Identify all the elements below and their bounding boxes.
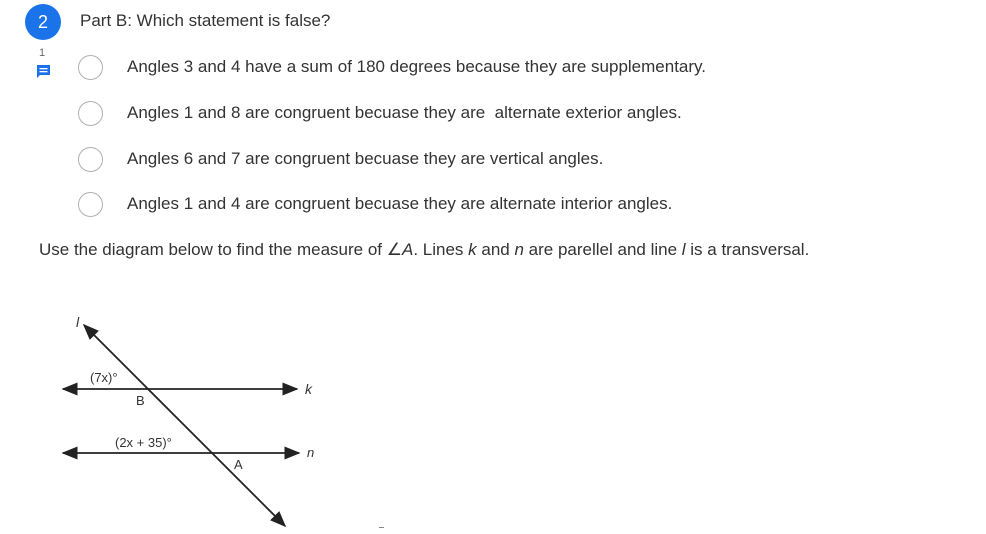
- transversal-line: [84, 325, 285, 526]
- question-prompt: Part B: Which statement is false?: [80, 11, 331, 30]
- angle-2x-plus-35-label: (2x + 35)°: [115, 435, 172, 450]
- option-3-label: Angles 6 and 7 are congruent becuase they are vertical angles.: [127, 149, 604, 168]
- point-b-label: B: [136, 393, 145, 408]
- parallel-lines-diagram: [55, 305, 335, 530]
- option-2-radio[interactable]: [78, 101, 103, 126]
- comment-icon[interactable]: [36, 64, 51, 79]
- point-a-label: A: [234, 457, 243, 472]
- option-3[interactable]: [78, 146, 603, 172]
- question-number-badge: 2: [25, 4, 61, 40]
- option-4-radio[interactable]: [78, 192, 103, 217]
- diagram-instruction: Use the diagram below to find the measure of ∠A. Lines k and n are parellel and line l is a transversal.: [39, 240, 810, 259]
- divider-mark: [379, 527, 384, 528]
- option-1-radio[interactable]: [78, 55, 103, 80]
- option-1[interactable]: [78, 54, 706, 80]
- transversal-label: l: [76, 314, 80, 330]
- option-1-label: Angles 3 and 4 have a sum of 180 degrees because they are supplementary.: [127, 57, 707, 76]
- option-4[interactable]: [78, 191, 672, 217]
- line-n-label: n: [307, 445, 315, 460]
- comment-count: 1: [39, 47, 46, 59]
- option-4-label: Angles 1 and 4 are congruent becuase they are alternate interior angles.: [127, 194, 673, 213]
- line-k-label: k: [305, 381, 312, 397]
- option-2-label: Angles 1 and 8 are congruent becuase they are alternate exterior angles.: [127, 103, 682, 122]
- angle-7x-label: (7x)°: [90, 370, 118, 385]
- option-2[interactable]: [78, 100, 682, 126]
- option-3-radio[interactable]: [78, 147, 103, 172]
